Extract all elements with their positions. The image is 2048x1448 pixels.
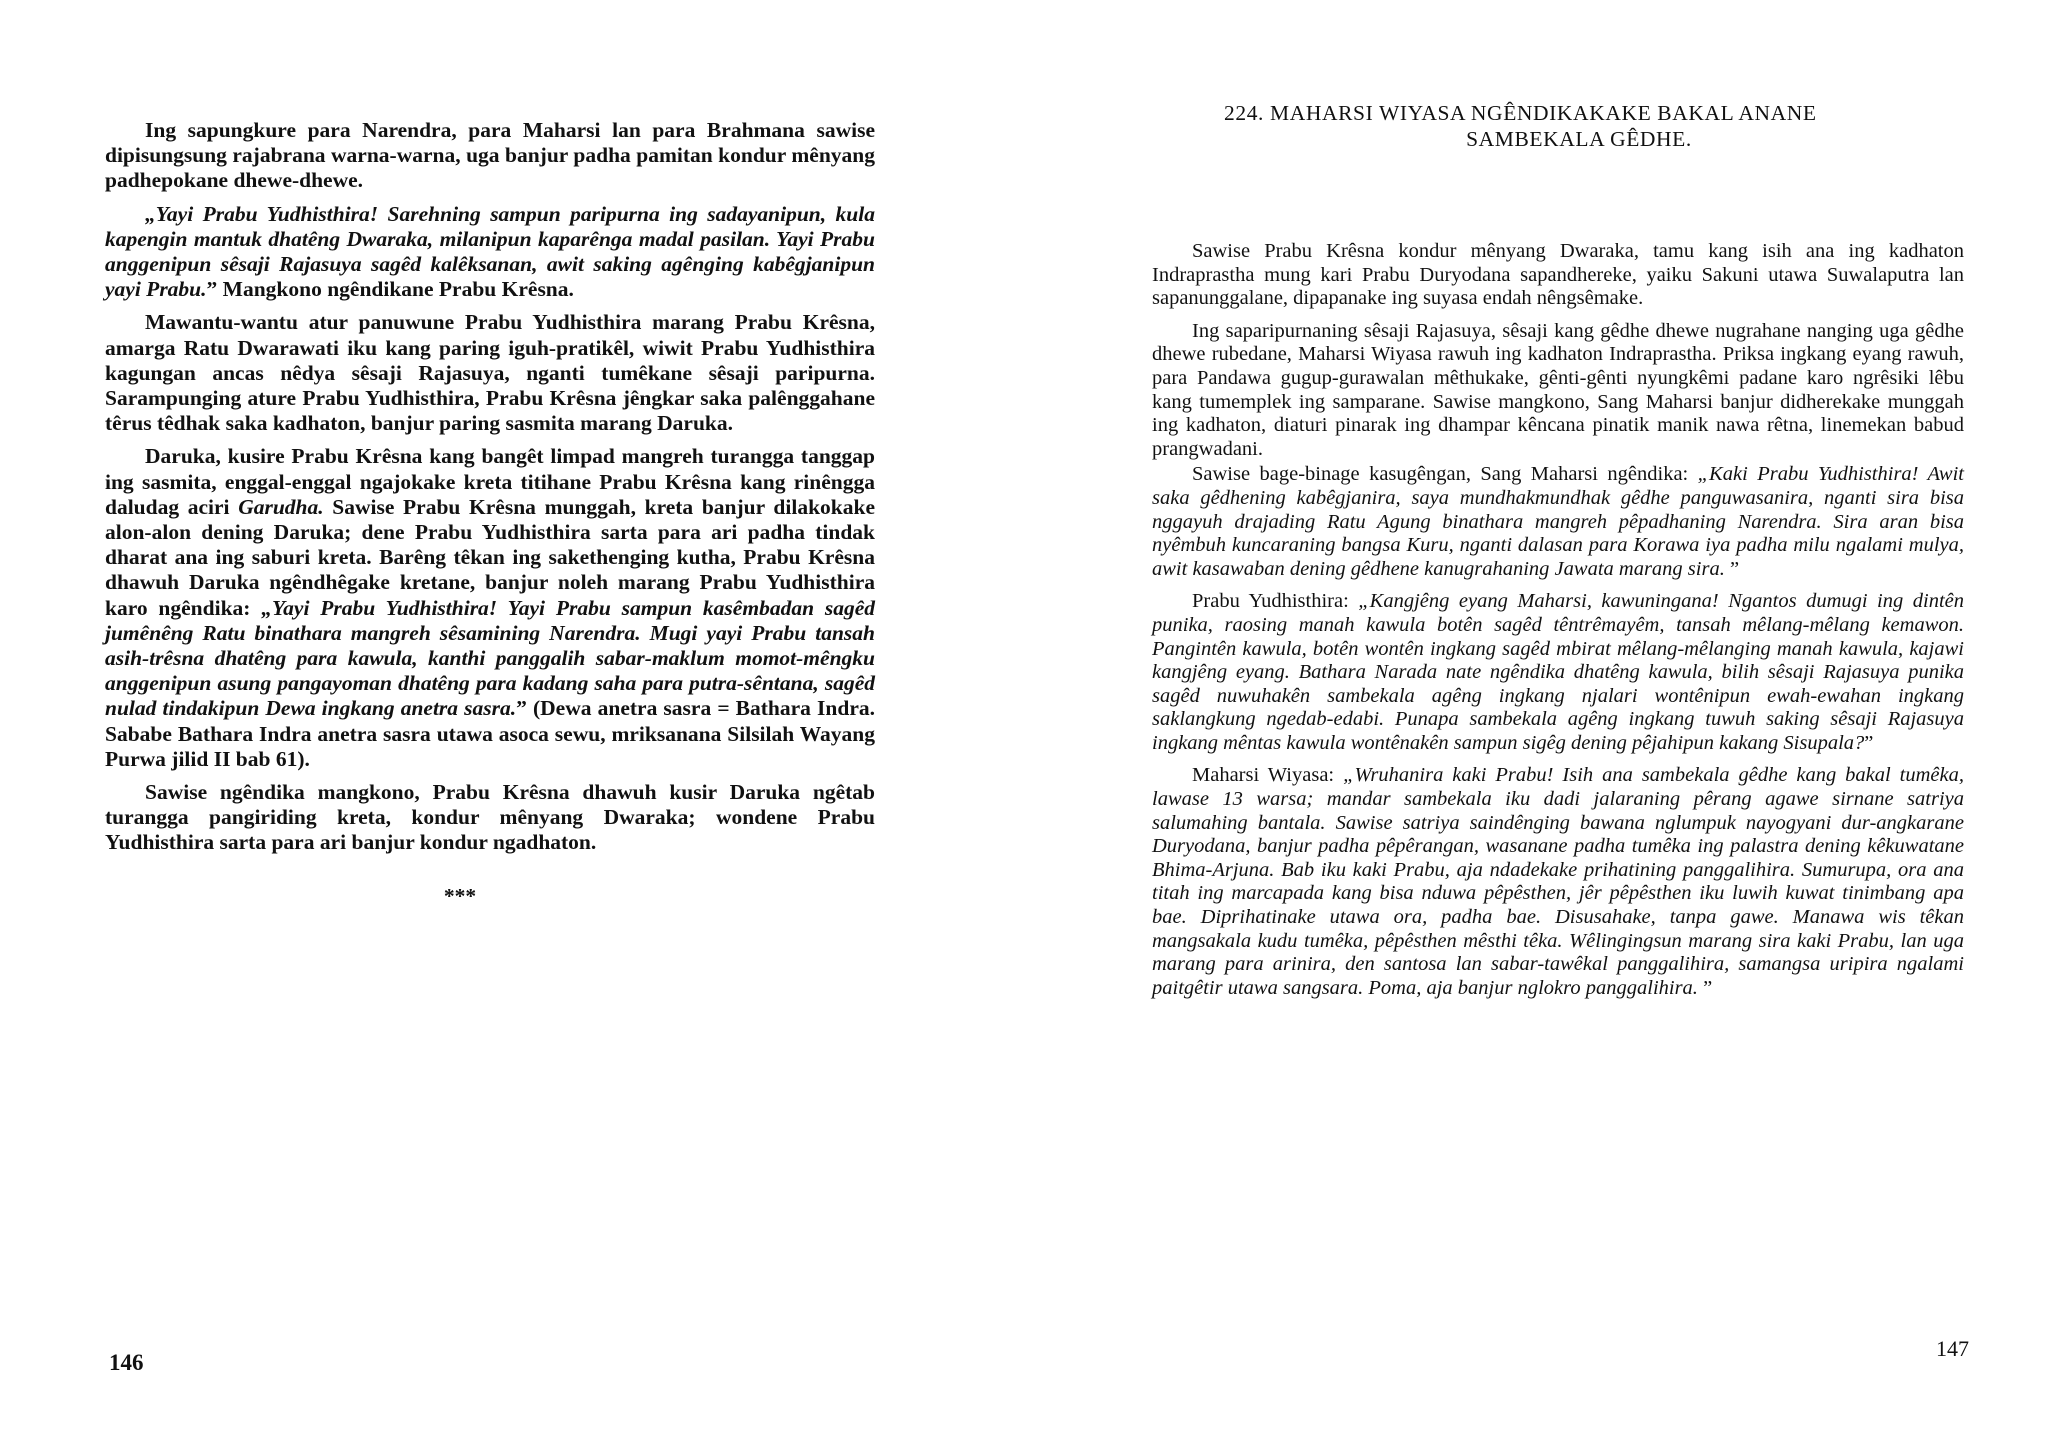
- left-page-body: [105, 118, 875, 909]
- italic-text-run: „Yayi Prabu Yudhisthira! Yayi Prabu sampun kasêmbadan sagêd jumênêng Ratu binathara mangreh sêsamining Narendra. Mugi yayi Prabu tansah asih-trêsna dhatêng para kawula, kanthi panggalih sabar-maklum momot-mêngku anggenipun asung pangayoman dhatêng para kadang saha para putra-sêntana, sagêd nulad tindakipun Dewa ingkang anetra sasra.: [105, 595, 875, 721]
- right-paragraph-1: [1152, 240, 1964, 311]
- italic-text-run: Garudha.: [238, 494, 324, 519]
- page-number-left: 146: [109, 1350, 144, 1375]
- right-paragraph-3: [1152, 463, 1964, 581]
- page-number-right: 147: [1936, 1336, 1969, 1361]
- text-run: ” (Dewa anetra sasra = Bathara Indra. Sababe Bathara Indra anetra sasra utawa asoca sewu, mriksanana Silsilah Wayang Purwa jilid II bab 61).: [105, 696, 876, 771]
- chapter-heading: [1224, 100, 1874, 152]
- text-run: ” Mangkono ngêndikane Prabu Krêsna.: [206, 277, 574, 302]
- left-paragraph-3: [105, 310, 875, 436]
- text-run: Sawise bage-binage kasugêngan, Sang Maharsi ngêndika:: [1192, 463, 1698, 486]
- left-paragraph-5: [105, 780, 875, 856]
- text-run: Mawantu-wantu atur panuwune Prabu Yudhisthira marang Prabu Krêsna, amarga Ratu Dwarawati iku kang paring iguh-pratikêl, wiwit Prabu Yudhisthira kagungan ancas nêdya sêsaji Rajasuya, nganti tumêkane sêsaji paripurna. Sarampunging ature Prabu Yudhisthira, Prabu Krêsna jêngkar saka palênggahane têrus têdhak saka kadhaton, banjur paring sasmita marang Daruka.: [105, 310, 875, 436]
- chapter-heading-line-1: 224. MAHARSI WIYASA NGÊNDIKAKAKE BAKAL ANANE: [1224, 101, 1817, 125]
- right-paragraph-5: [1152, 764, 1964, 1000]
- text-run: Daruka, kusire Prabu Krêsna kang bangêt limpad mangreh turangga tanggap ing sasmita, enggal-enggal ngajokake kreta titihane Prabu Krêsna kang rinêngga daludag aciri: [105, 444, 875, 519]
- text-run: Sawise Prabu Krêsna kondur mênyang Dwaraka, tamu kang isih ana ing kadhaton Indraprastha mung kari Prabu Duryodana sapandhereke, yaiku Sakuni utawa Suwalaputra lan sapanunggalane, dipapanake ing suyasa endah nêngsêmake.: [1152, 240, 1964, 310]
- left-paragraph-4: [105, 444, 875, 772]
- right-paragraph-2: [1152, 320, 1964, 462]
- text-run: ”: [1724, 557, 1740, 580]
- italic-text-run: „Yayi Prabu Yudhisthira! Sarehning sampun paripurna ing sadayanipun, kula kapengin mantuk dhatêng Dwaraka, milanipun kaparênga madal pasilan. Yayi Prabu anggenipun sêsaji Rajasuya sagêd kalêksanan, awit saking agênging kabêgjanipun yayi Prabu.: [105, 201, 875, 302]
- right-paragraph-4: [1152, 590, 1964, 755]
- italic-text-run: „Wruhanira kaki Prabu! Isih ana sambekala gêdhe kang bakal tumêka, lawase 13 warsa; mandar sambekala iku dadi jalaraning pêrang agawe sirnane satriya salumahing bantala. Sawise satriya saindênging bawana nglumpuk nayogyani dur-angkarane Duryodana, banjur padha pêpêrangan, wasanane padha tumêka ing palastra dening kêkuwatane Bhima-Arjuna. Bab iku kaki Prabu, aja ndadekake prihatining panggalihira. Sumurupa, ora ana titah ing marcapada kang bisa nduwa pêpêsthen, jêr pêpêsthen iku luwih kuwat tinimbang apa bae. Diprihatinake utawa ora, padha bae. Disusahake, tanpa gawe. Manawa wis têkan mangsakala kudu tumêka, pêpêsthen mêsthi têka. Wêlingingsun marang sira kaki Prabu, lan uga marang para arinira, den santosa lan sabar-tawêkal panggalihira, samangsa uripira ngalami paitgêtir utawa sangsara. Poma, aja banjur nglokro panggalihira.: [1152, 764, 1965, 999]
- text-run: ”: [1864, 731, 1874, 754]
- text-run: Sawise ngêndika mangkono, Prabu Krêsna dhawuh kusir Daruka ngêtab turangga pangiriding kreta, kondur mênyang Dwaraka; wondene Prabu Yudhisthira sarta para ari banjur kondur ngadhaton.: [105, 780, 875, 855]
- text-run: ”: [1697, 976, 1713, 999]
- text-run: Ing sapungkure para Narendra, para Maharsi lan para Brahmana sawise dipisungsung rajabrana warna-warna, uga banjur padha pamitan kondur mênyang padhepokane dhewe-dhewe.: [105, 118, 875, 193]
- italic-text-run: „Kangjêng eyang Maharsi, kawuningana! Ngantos dumugi ing dintên punika, raosing manah kawula botên sagêd têntrêmayêm, tansah mêlang-mêlang kemawon. Pangintên kawula, botên wontên ingkang sagêd mbirat mêlang-mêlanging manah kawula, kajawi kangjêng eyang. Bathara Narada nate ngêndika dhatêng kawula, bilih sêsaji Rajasuya punika sagêd nuwuhakên sambekala agêng ingkang njalari wontênipun ewah-ewahan ingkang saklangkung ngedab-edabi. Punapa sambekala agêng ingkang tuwuh saking sêsaji Rajasuya ingkang mêntas kawula wontênakên sampun sigêg dening pêjahipun kakang Sisupala?: [1152, 590, 1964, 754]
- text-run: Sawise Prabu Krêsna munggah, kreta banjur dilakokake alon-alon dening Daruka; dene Prabu Yudhisthira sarta para ari padha tindak dharat ana ing saburi kreta. Barêng têkan ing sakethenging kutha, Prabu Krêsna dhawuh Daruka ngêndhêgake kretane, banjur noleh marang Prabu Yudhisthira karo ngêndika:: [105, 494, 875, 620]
- chapter-heading-line-2: SAMBEKALA GÊDHE.: [1466, 127, 1692, 151]
- italic-text-run: „Kaki Prabu Yudhisthira! Awit saka gêdhening kabêgjanira, saya mundhakmundhak gêdhe panguwasanira, nganti sira bisa nggayuh drajading Ratu Agung binathara mangreh pêpadhaning Narendra. Sira aran bisa nyêmbuh kuncaraning bangsa Kuru, nganti dalasan para Korawa iya padha milu ngalami mulya, awit kasawaban dening gêdhene kanugrahaning Jawata marang sira.: [1152, 463, 1964, 580]
- text-run: Maharsi Wiyasa:: [1192, 764, 1344, 787]
- text-run: Prabu Yudhisthira:: [1192, 590, 1359, 613]
- left-paragraph-1: [105, 118, 875, 194]
- right-page-body: [1152, 240, 1964, 1000]
- text-run: Ing saparipurnaning sêsaji Rajasuya, sêsaji kang gêdhe dhewe nugrahane nanging uga gêdhe dhewe rubedane, Maharsi Wiyasa rawuh ing kadhaton Indraprastha. Priksa ingkang eyang rawuh, para Pandawa gugup-gurawalan mêthukake, gênti-gênti nyungkêmi padane karo ngrêsiki lêbu kang tumemplek ing samparane. Sawise mangkono, Sang Maharsi banjur didherekake munggah ing kadhaton, diaturi pinarak ing dhampar kêncana pinatik manik nawa rêtna, linemekan babud prangwadani.: [1152, 319, 1964, 460]
- section-separator: ***: [443, 883, 477, 908]
- right-page: [1024, 0, 2048, 1448]
- left-paragraph-2: [105, 202, 875, 303]
